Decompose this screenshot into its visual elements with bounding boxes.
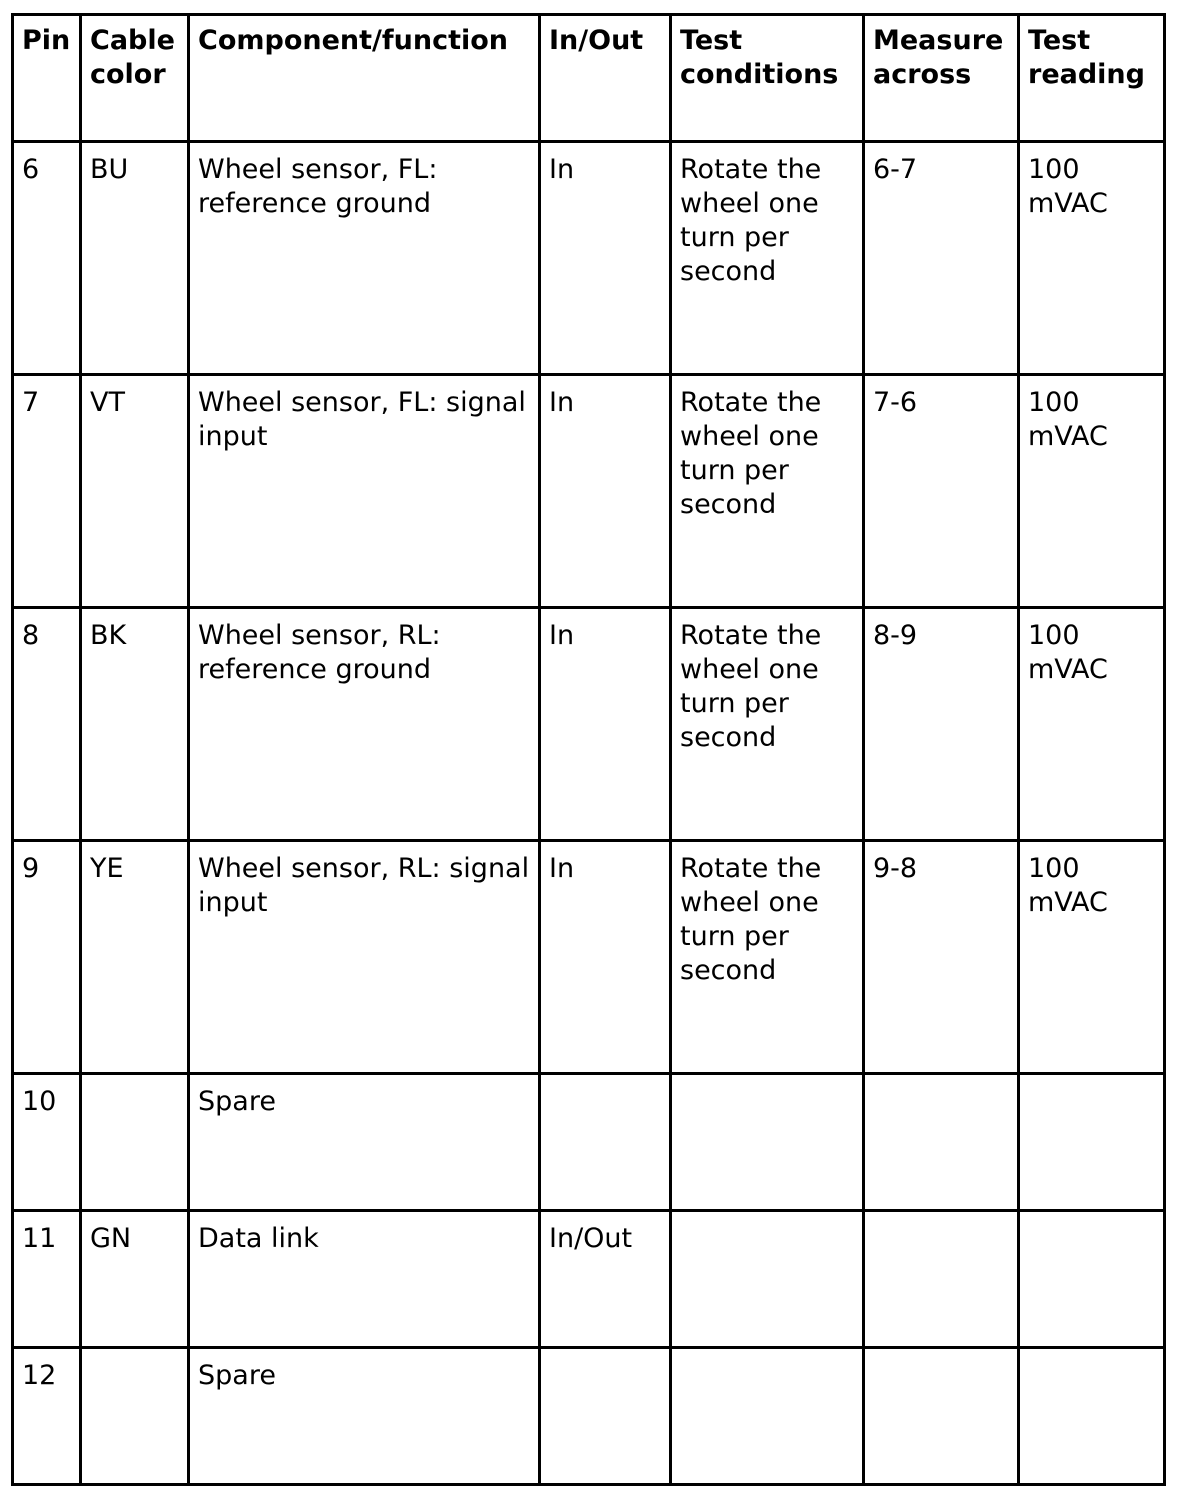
header-cable-color: Cable color bbox=[81, 15, 189, 142]
cell-component: Wheel sensor, RL: reference ground bbox=[189, 608, 540, 841]
cell-in-out bbox=[540, 1074, 671, 1211]
cell-test-conditions bbox=[671, 1211, 864, 1348]
cell-measure-across: 9-8 bbox=[864, 841, 1019, 1074]
cell-component: Spare bbox=[189, 1074, 540, 1211]
header-test-conditions: Test conditions bbox=[671, 15, 864, 142]
cell-cable-color: BU bbox=[81, 142, 189, 375]
cell-test-reading bbox=[1019, 1074, 1165, 1211]
pin-test-table bbox=[11, 13, 1166, 1486]
cell-pin: 6 bbox=[13, 142, 81, 375]
cell-test-conditions bbox=[671, 1348, 864, 1485]
header-pin: Pin bbox=[13, 15, 81, 142]
cell-test-reading: 100 mVAC bbox=[1019, 375, 1165, 608]
cell-pin: 11 bbox=[13, 1211, 81, 1348]
cell-in-out: In bbox=[540, 841, 671, 1074]
cell-in-out: In bbox=[540, 142, 671, 375]
cell-in-out: In/Out bbox=[540, 1211, 671, 1348]
cell-pin: 7 bbox=[13, 375, 81, 608]
cell-cable-color bbox=[81, 1348, 189, 1485]
cell-component: Wheel sensor, RL: signal input bbox=[189, 841, 540, 1074]
table-row bbox=[13, 1211, 1165, 1348]
cell-test-reading bbox=[1019, 1348, 1165, 1485]
cell-test-conditions: Rotate the wheel one turn per second bbox=[671, 142, 864, 375]
cell-test-reading: 100 mVAC bbox=[1019, 841, 1165, 1074]
table-row bbox=[13, 608, 1165, 841]
cell-measure-across: 8-9 bbox=[864, 608, 1019, 841]
cell-measure-across bbox=[864, 1211, 1019, 1348]
cell-in-out bbox=[540, 1348, 671, 1485]
table-row bbox=[13, 841, 1165, 1074]
cell-test-reading bbox=[1019, 1211, 1165, 1348]
cell-measure-across bbox=[864, 1074, 1019, 1211]
cell-measure-across: 6-7 bbox=[864, 142, 1019, 375]
cell-cable-color: GN bbox=[81, 1211, 189, 1348]
cell-test-conditions: Rotate the wheel one turn per second bbox=[671, 375, 864, 608]
table-row bbox=[13, 142, 1165, 375]
cell-test-conditions: Rotate the wheel one turn per second bbox=[671, 608, 864, 841]
table-row bbox=[13, 375, 1165, 608]
header-in-out: In/Out bbox=[540, 15, 671, 142]
cell-component: Wheel sensor, FL: reference ground bbox=[189, 142, 540, 375]
header-row bbox=[13, 15, 1165, 142]
cell-cable-color: BK bbox=[81, 608, 189, 841]
cell-pin: 9 bbox=[13, 841, 81, 1074]
cell-in-out: In bbox=[540, 608, 671, 841]
cell-pin: 10 bbox=[13, 1074, 81, 1211]
cell-measure-across bbox=[864, 1348, 1019, 1485]
cell-component: Wheel sensor, FL: signal input bbox=[189, 375, 540, 608]
cell-test-conditions bbox=[671, 1074, 864, 1211]
table-row bbox=[13, 1074, 1165, 1211]
cell-cable-color: YE bbox=[81, 841, 189, 1074]
table-row bbox=[13, 1348, 1165, 1485]
header-component: Component/function bbox=[189, 15, 540, 142]
cell-component: Data link bbox=[189, 1211, 540, 1348]
cell-in-out: In bbox=[540, 375, 671, 608]
cell-test-reading: 100 mVAC bbox=[1019, 142, 1165, 375]
cell-test-reading: 100 mVAC bbox=[1019, 608, 1165, 841]
cell-cable-color: VT bbox=[81, 375, 189, 608]
cell-pin: 12 bbox=[13, 1348, 81, 1485]
header-test-reading: Test reading bbox=[1019, 15, 1165, 142]
cell-measure-across: 7-6 bbox=[864, 375, 1019, 608]
header-measure-across: Measure across bbox=[864, 15, 1019, 142]
cell-component: Spare bbox=[189, 1348, 540, 1485]
cell-test-conditions: Rotate the wheel one turn per second bbox=[671, 841, 864, 1074]
cell-cable-color bbox=[81, 1074, 189, 1211]
cell-pin: 8 bbox=[13, 608, 81, 841]
